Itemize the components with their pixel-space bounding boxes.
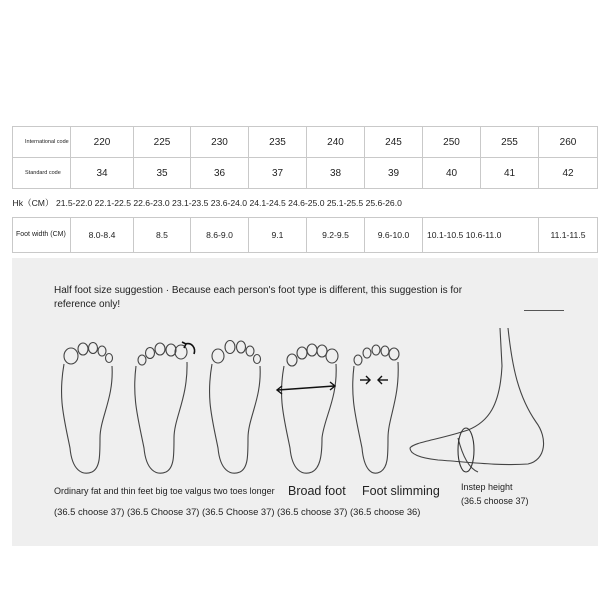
divider: [524, 310, 564, 311]
hk-values: 21.5-22.0 22.1-22.5 22.6-23.0 23.1-23.5 23.6-24.0 24.1-24.5 24.6-25.0 25.1-25.5 25.6-26.0: [55, 198, 402, 208]
foot-toe-valgus-icon: [130, 338, 200, 478]
suggestion-text: Half foot size suggestion · Because each person's foot type is different, this suggestion is for reference only!: [54, 285, 463, 310]
foot-ordinary-icon: [56, 338, 118, 478]
foot-width-label: Foot width (CM): [13, 218, 71, 253]
standard-cell: 34: [71, 158, 134, 189]
foot-side-instep-icon: [408, 326, 558, 476]
standard-cell: 42: [539, 158, 598, 189]
hk-row: [13, 189, 598, 218]
international-cell: 255: [481, 127, 539, 158]
international-label: International code: [13, 127, 71, 158]
foot-broad-icon: [272, 338, 342, 478]
standard-cell: 38: [307, 158, 365, 189]
international-cell: 250: [423, 127, 481, 158]
standard-cell: 35: [134, 158, 191, 189]
standard-cell: 36: [191, 158, 249, 189]
foot-two-toes-longer-icon: [204, 338, 266, 478]
standard-cell: 40: [423, 158, 481, 189]
instep-choice: (36.5 choose 37): [461, 496, 529, 506]
international-cell: 230: [191, 127, 249, 158]
size-table: [12, 126, 598, 253]
standard-cell: 41: [481, 158, 539, 189]
international-cell: 225: [134, 127, 191, 158]
standard-cell: 37: [249, 158, 307, 189]
foot-width-row: [13, 218, 598, 253]
international-cell: 240: [307, 127, 365, 158]
hk-label: Hk（CM）: [12, 198, 54, 208]
foot-width-cell: 9.6-10.0: [365, 218, 423, 253]
international-cell: 260: [539, 127, 598, 158]
foot-width-cell: 10.1-10.5 10.6-11.0: [423, 218, 539, 253]
foot-width-cell: 8.5: [134, 218, 191, 253]
suggestion-panel: [12, 258, 598, 546]
international-cell: 245: [365, 127, 423, 158]
foot-slim-icon: [348, 338, 408, 478]
broad-caption: Broad foot: [288, 484, 346, 498]
ordinary-caption: Ordinary fat and thin feet big toe valgus two toes longer: [54, 486, 275, 496]
size-choices: (36.5 choose 37) (36.5 Choose 37) (36.5 Choose 37) (36.5 choose 37) (36.5 choose 36): [54, 506, 421, 517]
foot-width-cell: 9.2-9.5: [307, 218, 365, 253]
international-row: [13, 127, 598, 158]
international-cell: 235: [249, 127, 307, 158]
standard-cell: 39: [365, 158, 423, 189]
standard-row: [13, 158, 598, 189]
foot-width-cell: 8.6-9.0: [191, 218, 249, 253]
instep-caption: Instep height: [461, 482, 513, 492]
standard-label: Standard code: [13, 158, 71, 189]
slimming-caption: Foot slimming: [362, 484, 440, 498]
foot-width-cell: 11.1-11.5: [539, 218, 598, 253]
foot-width-cell: 8.0-8.4: [71, 218, 134, 253]
international-cell: 220: [71, 127, 134, 158]
foot-width-cell: 9.1: [249, 218, 307, 253]
